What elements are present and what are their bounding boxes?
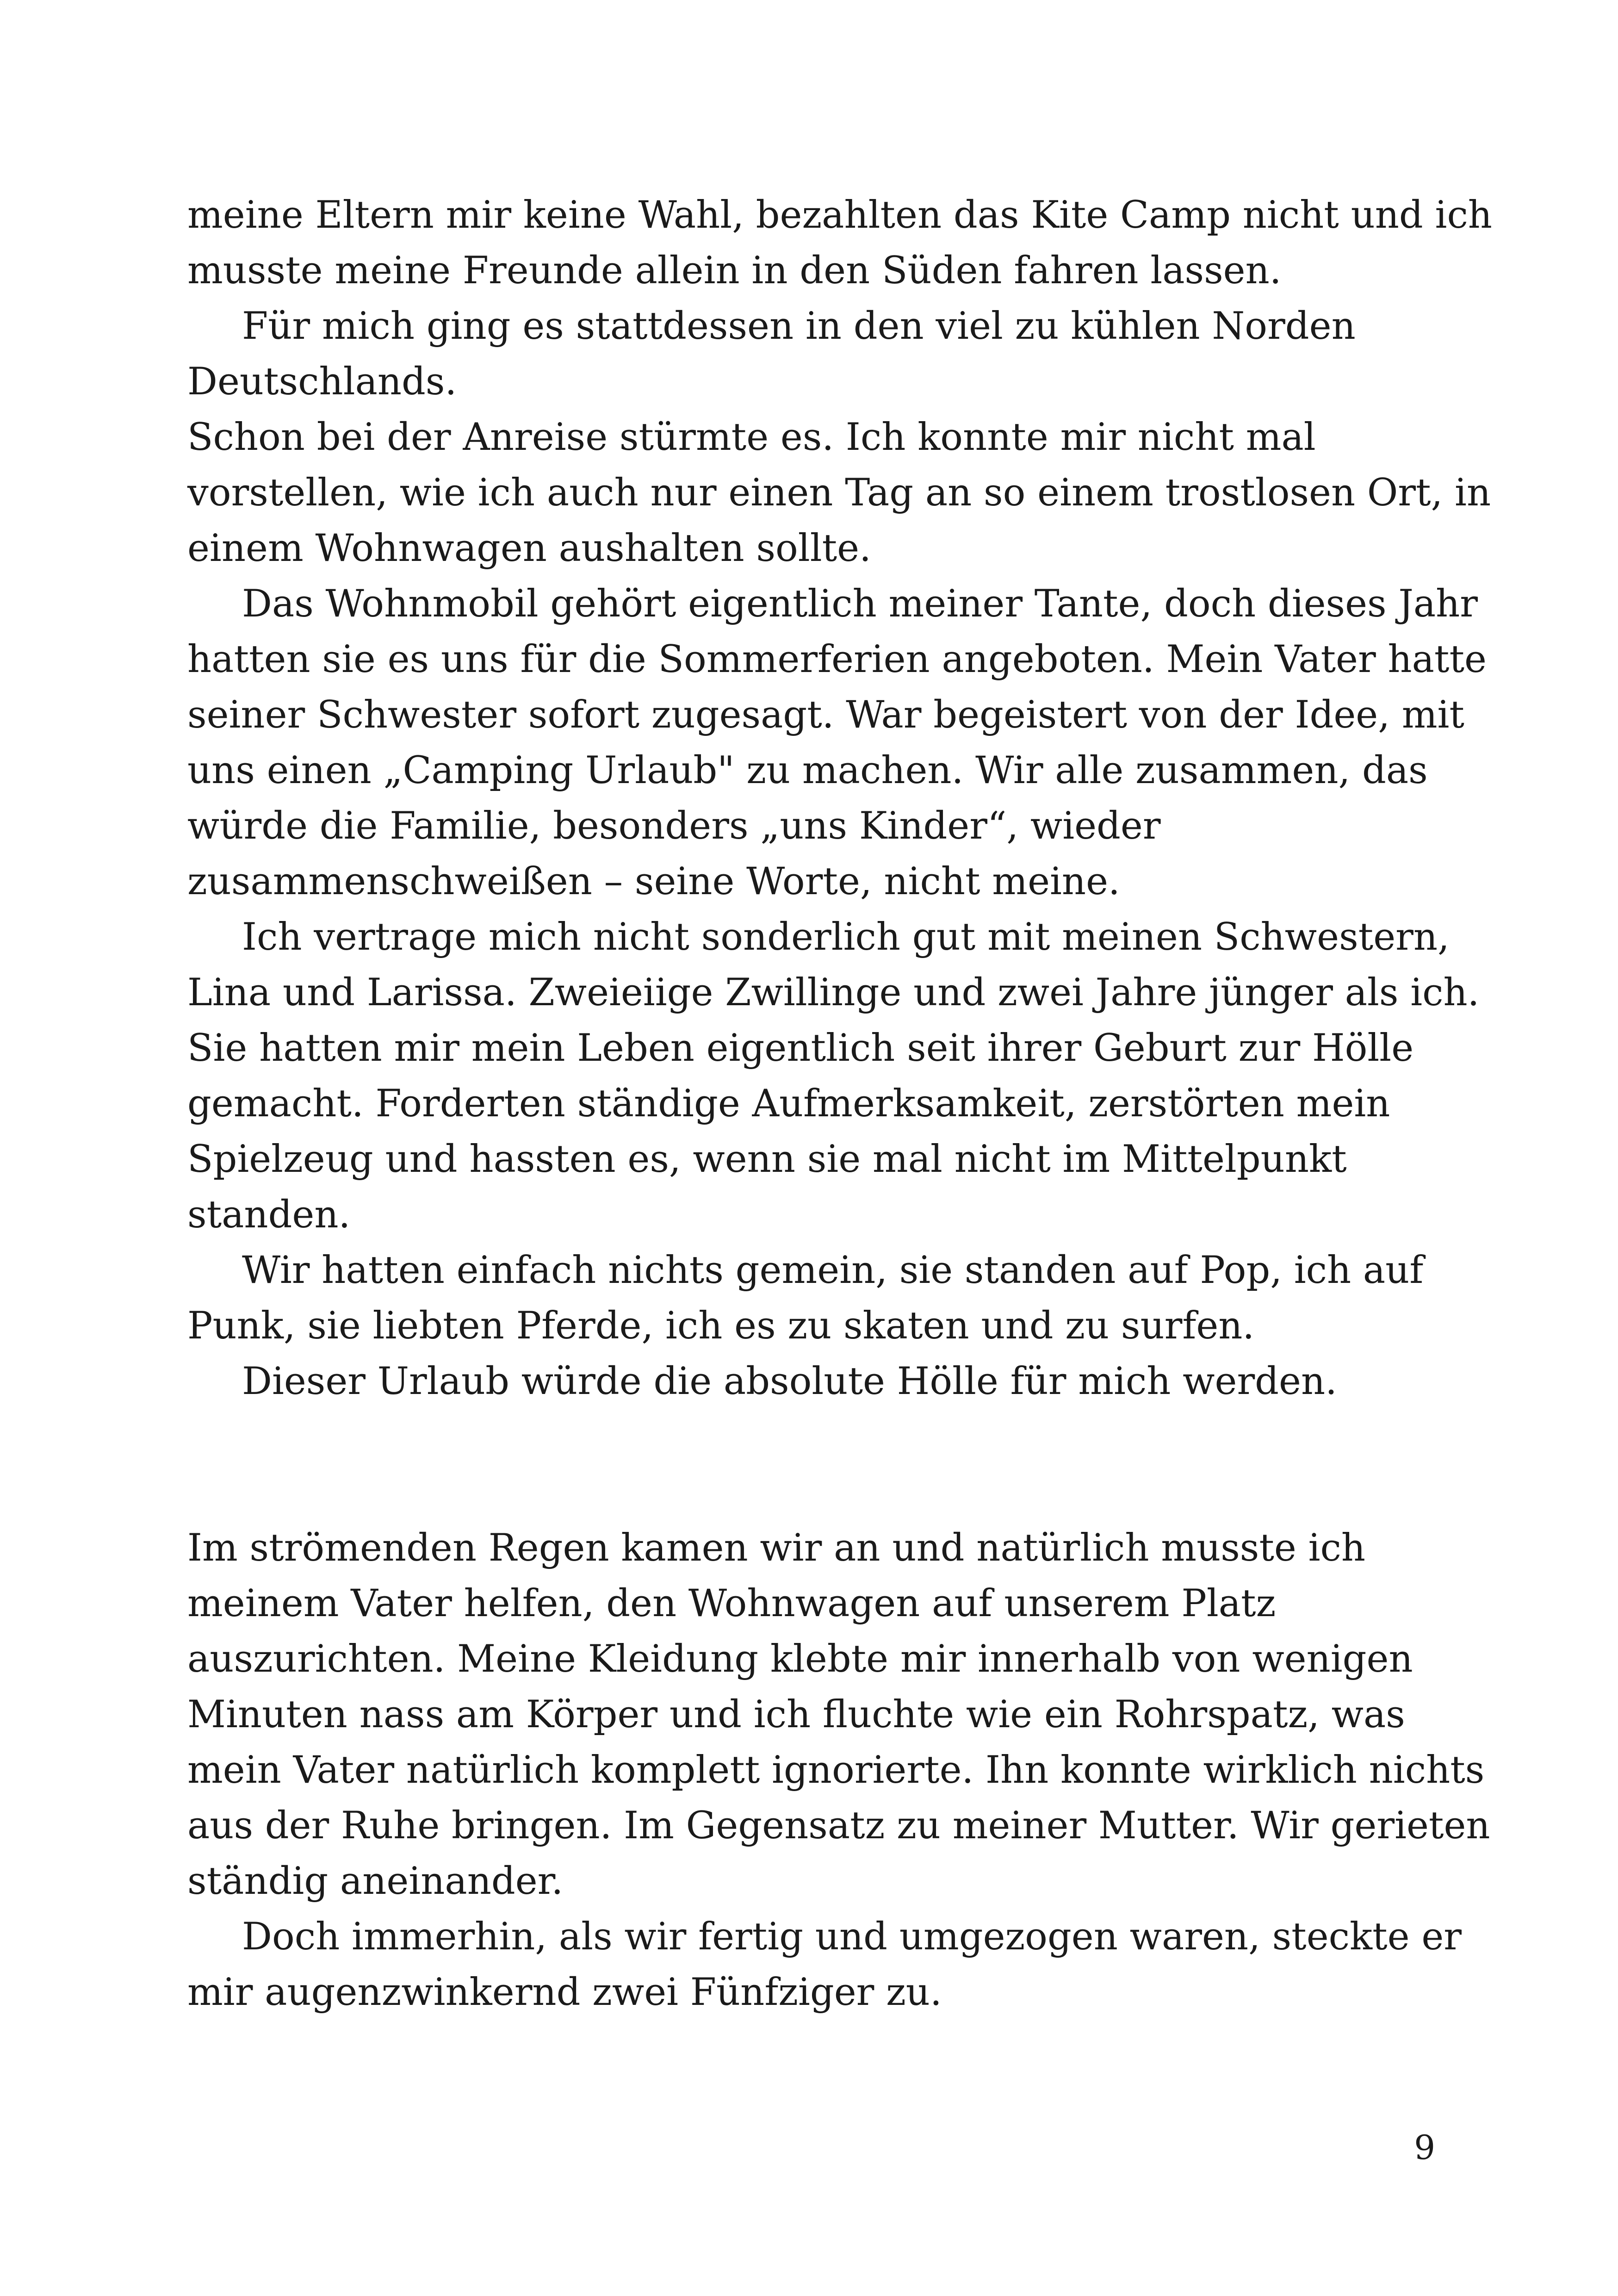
body-text — [187, 187, 1492, 2020]
text-line: gemacht. Forderten ständige Aufmerksamkeit, zerstörten mein — [187, 1082, 1390, 1126]
text-line: Dieser Urlaub würde die absolute Hölle für mich werden. — [242, 1360, 1337, 1403]
text-line: uns einen „Camping Urlaub" zu machen. Wir alle zusammen, das — [187, 749, 1428, 792]
text-line: mein Vater natürlich komplett ignorierte. Ihn konnte wirklich nichts — [187, 1748, 1485, 1792]
text-line: Für mich ging es stattdessen in den viel zu kühlen Norden — [242, 305, 1356, 348]
text-line: zusammenschweißen – seine Worte, nicht meine. — [187, 860, 1120, 903]
text-line: Das Wohnmobil gehört eigentlich meiner Tante, doch dieses Jahr — [242, 582, 1478, 626]
text-line: mir augenzwinkernd zwei Fünfziger zu. — [187, 1971, 942, 2014]
text-line: auszurichten. Meine Kleidung klebte mir innerhalb von wenigen — [187, 1637, 1413, 1681]
text-line: würde die Familie, besonders „uns Kinder“, wieder — [187, 804, 1161, 848]
text-line: Wir hatten einfach nichts gemein, sie standen auf Pop, ich auf — [242, 1249, 1424, 1292]
text-line: Spielzeug und hassten es, wenn sie mal nicht im Mittelpunkt — [187, 1138, 1347, 1181]
text-line: vorstellen, wie ich auch nur einen Tag an so einem trostlosen Ort, in — [187, 471, 1491, 515]
text-line: aus der Ruhe bringen. Im Gegensatz zu meiner Mutter. Wir gerieten — [187, 1804, 1490, 1848]
text-line: musste meine Freunde allein in den Süden fahren lassen. — [187, 249, 1282, 292]
section-break — [187, 1465, 1464, 1520]
section-break — [187, 1409, 1464, 1465]
text-line: Minuten nass am Körper und ich fluchte wie ein Rohrspatz, was — [187, 1693, 1405, 1736]
text-line: Doch immerhin, als wir fertig und umgezogen waren, steckte er — [242, 1915, 1462, 1959]
text-line: Lina und Larissa. Zweieiige Zwillinge und zwei Jahre jünger als ich. — [187, 971, 1480, 1014]
text-line: Punk, sie liebten Pferde, ich es zu skaten und zu surfen. — [187, 1304, 1255, 1348]
text-line: hatten sie es uns für die Sommerferien angeboten. Mein Vater hatte — [187, 638, 1487, 681]
text-line: Sie hatten mir mein Leben eigentlich seit ihrer Geburt zur Hölle — [187, 1027, 1414, 1070]
text-line: Schon bei der Anreise stürmte es. Ich konnte mir nicht mal — [187, 416, 1316, 459]
text-line: ständig aneinander. — [187, 1860, 564, 1903]
text-line: Im strömenden Regen kamen wir an und natürlich musste ich — [187, 1526, 1366, 1570]
text-line: Ich vertrage mich nicht sonderlich gut mit meinen Schwestern, — [242, 915, 1450, 959]
text-line: meinem Vater helfen, den Wohnwagen auf unserem Platz — [187, 1582, 1276, 1625]
text-line: einem Wohnwagen aushalten sollte. — [187, 527, 871, 570]
text-line: meine Eltern mir keine Wahl, bezahlten das Kite Camp nicht und ich — [187, 193, 1492, 237]
text-line: standen. — [187, 1193, 351, 1237]
text-line: Deutschlands. — [187, 360, 457, 404]
page-number: 9 — [1414, 2128, 1435, 2167]
text-line: seiner Schwester sofort zugesagt. War begeistert von der Idee, mit — [187, 693, 1464, 737]
